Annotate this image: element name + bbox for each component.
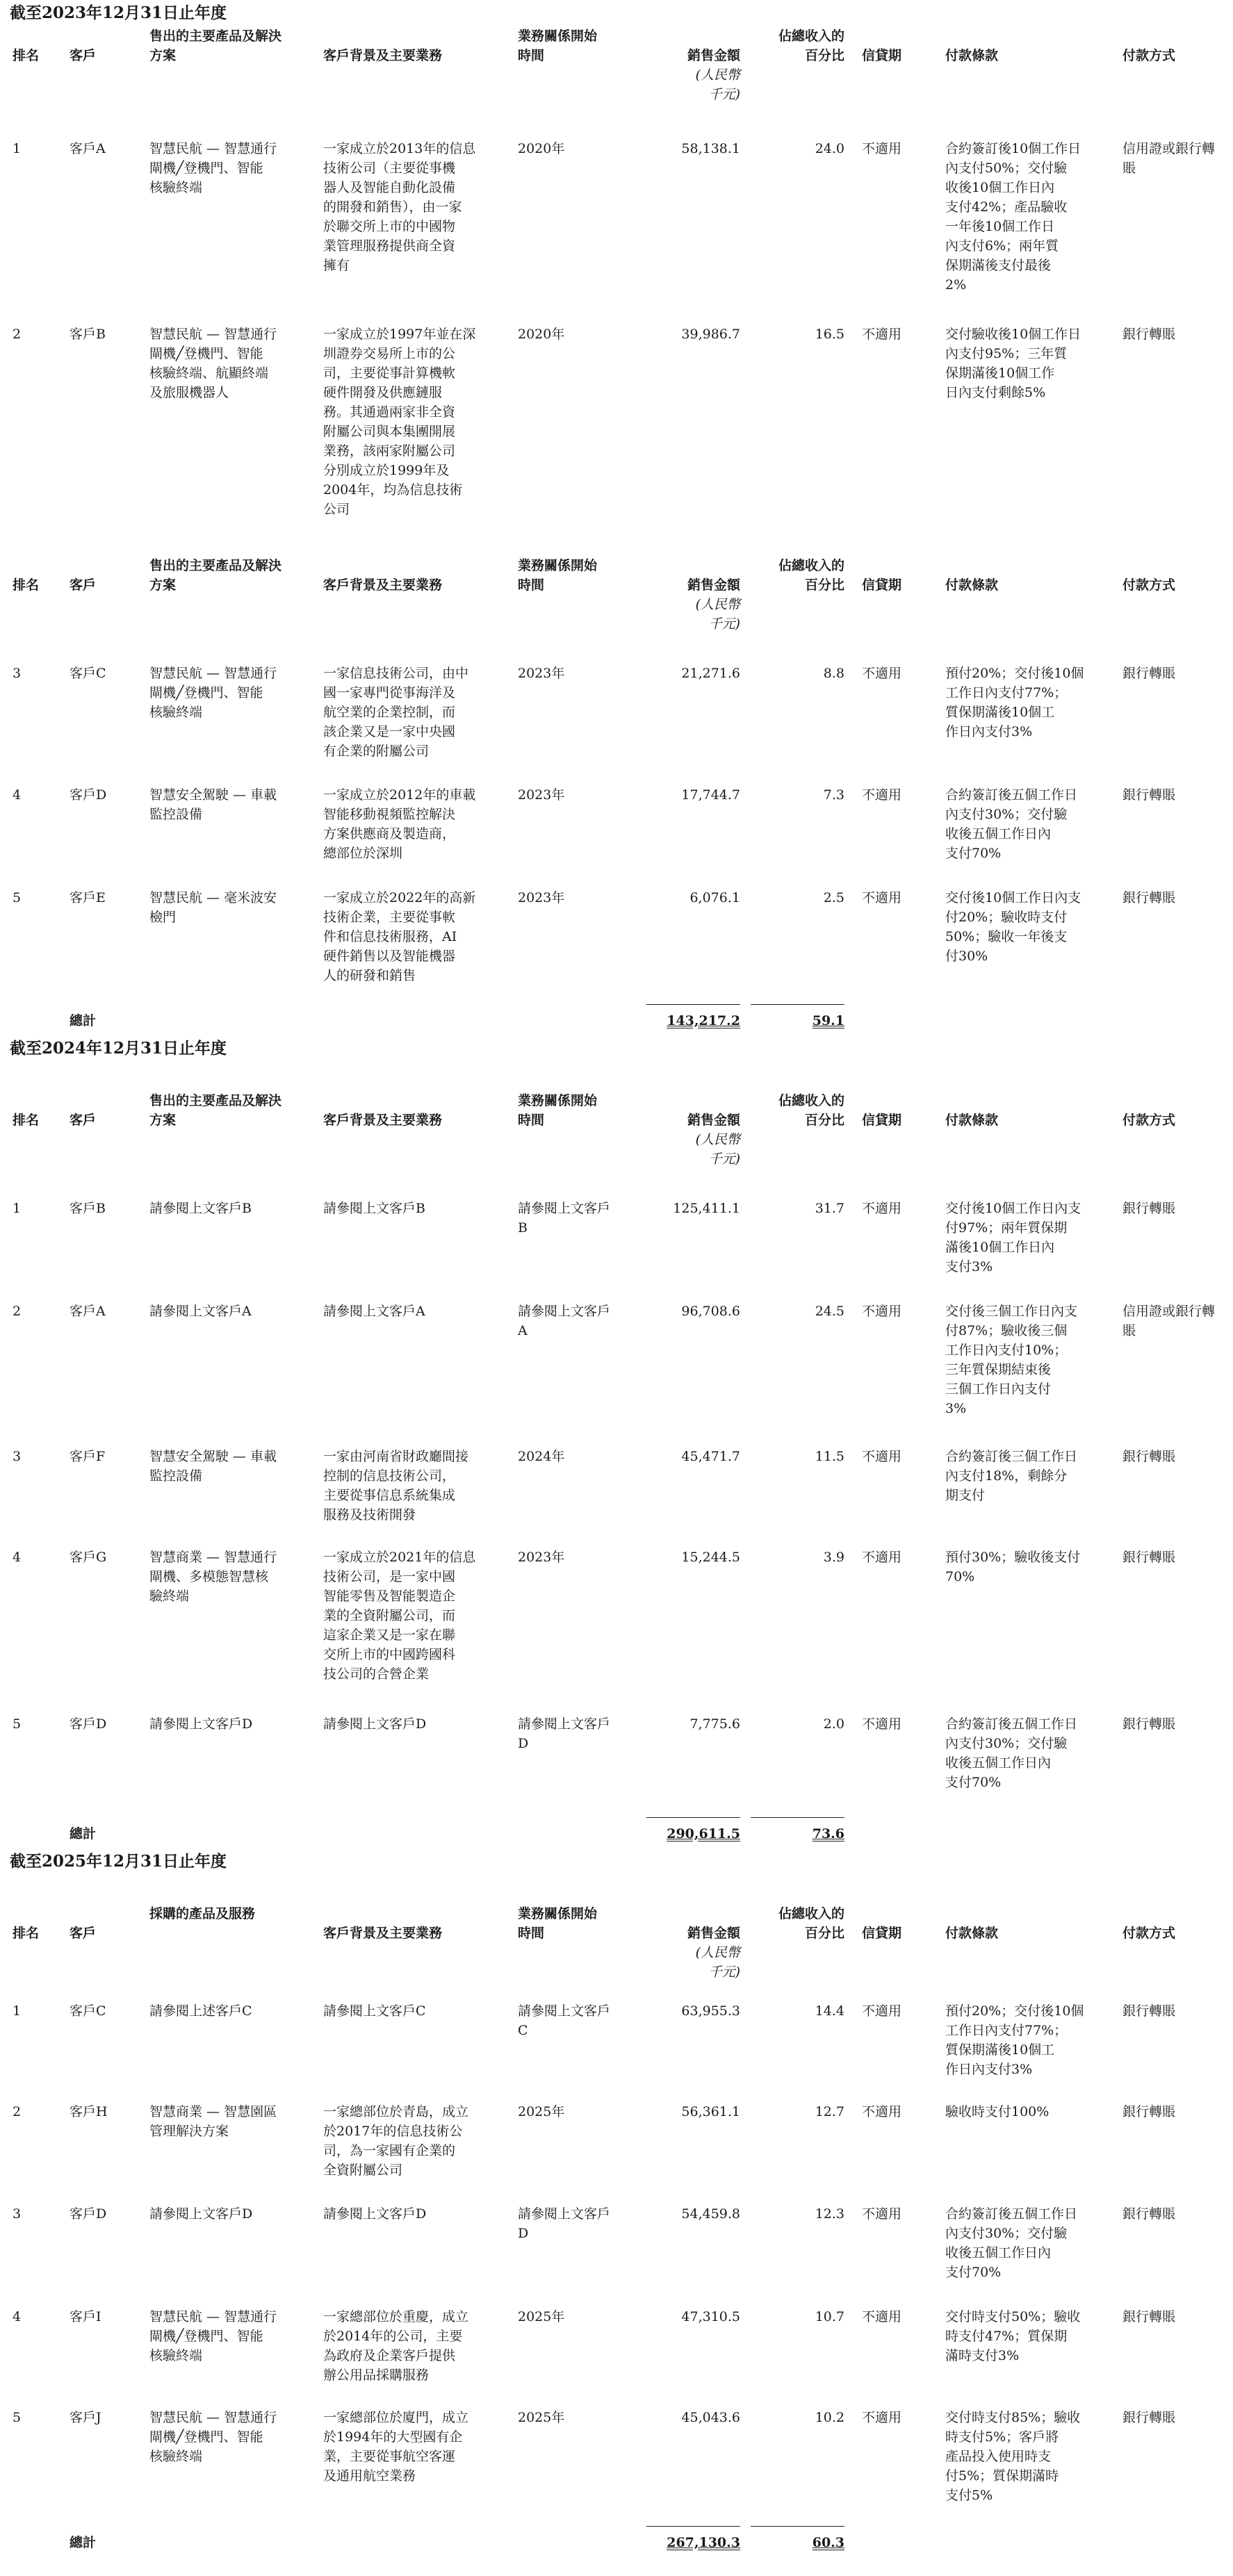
cell-customer: 客戶G <box>70 1550 107 1565</box>
cell-method: 銀行轉賬 <box>1122 2003 1176 2019</box>
cell-customer: 客戶D <box>70 2206 107 2222</box>
cell-sales: 39,986.7 <box>681 327 740 342</box>
cell-terms: 驗收時支付100% <box>945 2104 1050 2119</box>
cell-credit: 不適用 <box>862 327 902 342</box>
header-rank: 排名 <box>13 1926 40 1941</box>
cell-rank: 3 <box>13 666 22 681</box>
cell-customer: 客戶I <box>70 2309 101 2324</box>
cell-method: 信用證或銀行轉 賬 <box>1122 141 1216 176</box>
section-title: 截至2024年12月31日止年度 <box>10 1039 227 1058</box>
header-sales: 銷售金額 <box>687 577 740 593</box>
cell-rank: 4 <box>13 1550 22 1565</box>
cell-pct: 24.0 <box>815 141 844 156</box>
cell-background: 請參閱上文客戶B <box>323 1201 425 1216</box>
cell-terms: 預付20%；交付後10個 工作日內支付77%； 質保期滿後10個工 作日內支付3% <box>945 666 1084 739</box>
total-sales: 267,130.3 <box>667 2535 740 2550</box>
cell-product: 請參閱上文客戶D <box>149 1716 253 1732</box>
total-sales: 290,611.5 <box>667 1826 740 1841</box>
cell-product: 智慧民航 — 智慧通行 閘機╱登機門、智能 核驗終端 <box>149 2309 277 2363</box>
cell-sales: 45,043.6 <box>681 2410 740 2425</box>
header-sales: 銷售金額 <box>687 48 740 63</box>
cell-background: 一家總部位於廈門，成立 於1994年的大型國有企 業，主要從事航空客運 及通用航空業務 <box>323 2410 469 2484</box>
cell-start: 2020年 <box>518 327 565 342</box>
header-sales-unit: (人民幣 千元) <box>695 67 740 102</box>
cell-customer: 客戶C <box>70 2003 106 2019</box>
header-pct: 佔總收入的 百分比 <box>778 1093 844 1128</box>
cell-rank: 5 <box>13 2410 22 2425</box>
cell-rank: 3 <box>13 2206 22 2222</box>
cell-sales: 96,708.6 <box>681 1304 740 1319</box>
header-customer: 客戶 <box>70 1926 97 1941</box>
cell-sales: 15,244.5 <box>681 1550 740 1565</box>
cell-credit: 不適用 <box>862 2410 902 2425</box>
cell-start: 請參閱上文客戶 A <box>518 1304 611 1338</box>
header-sales-unit: (人民幣 千元) <box>695 1945 740 1980</box>
cell-pct: 2.0 <box>823 1716 844 1732</box>
cell-pct: 12.3 <box>815 2206 844 2222</box>
total-label: 總計 <box>70 2535 97 2550</box>
cell-start: 2023年 <box>518 1550 565 1565</box>
cell-credit: 不適用 <box>862 1304 902 1319</box>
cell-start: 2025年 <box>518 2104 565 2119</box>
header-customer: 客戶 <box>70 1113 97 1128</box>
cell-terms: 交付時支付85%；驗收 時支付5%；客戶將 產品投入使用時支 付5%；質保期滿時 支付5% <box>945 2410 1081 2503</box>
header-customer: 客戶 <box>70 577 97 593</box>
cell-sales: 125,411.1 <box>673 1201 740 1216</box>
header-background: 客戶背景及主要業務 <box>323 48 443 63</box>
header-rank: 排名 <box>13 1113 40 1128</box>
cell-customer: 客戶A <box>70 141 106 156</box>
cell-background: 一家成立於1997年並在深 圳證券交易所上市的公 司，主要從事計算機軟 硬件開發及供應鏈服 務。其通過兩家非全資 附屬公司與本集團開展 業務，該兩家附屬公司 分別成立於1999年及 2004年，均為信息技術 公司 <box>323 327 476 517</box>
header-method: 付款方式 <box>1122 577 1176 593</box>
cell-customer: 客戶E <box>70 890 106 905</box>
header-product: 售出的主要產品及解決 方案 <box>149 1093 282 1128</box>
cell-background: 一家成立於2012年的車載 智能移動視頻監控解決 方案供應商及製造商， 總部位於深圳 <box>323 787 476 861</box>
cell-product: 請參閱上文客戶A <box>149 1304 252 1319</box>
cell-credit: 不適用 <box>862 1449 902 1464</box>
total-rule-sales <box>646 1817 740 1818</box>
cell-credit: 不適用 <box>862 1716 902 1732</box>
header-method: 付款方式 <box>1122 1926 1176 1941</box>
cell-customer: 客戶B <box>70 1201 106 1216</box>
cell-terms: 交付驗收後10個工作日 內支付95%；三年質 保期滿後10個工作 日內支付剩餘5% <box>945 327 1081 400</box>
cell-terms: 合約簽訂後五個工作日 內支付30%；交付驗 收後五個工作日內 支付70% <box>945 787 1078 861</box>
cell-product: 智慧民航 — 毫米波安 檢門 <box>149 890 277 925</box>
header-credit: 信貸期 <box>862 1926 902 1941</box>
cell-sales: 63,955.3 <box>681 2003 740 2019</box>
cell-product: 請參閱上文客戶D <box>149 2206 253 2222</box>
cell-pct: 8.8 <box>823 666 844 681</box>
cell-pct: 11.5 <box>815 1449 844 1464</box>
cell-product: 智慧民航 — 智慧通行 閘機╱登機門、智能 核驗終端、航顯終端 及旅服機器人 <box>149 327 277 400</box>
header-background: 客戶背景及主要業務 <box>323 1113 443 1128</box>
section-title: 截至2023年12月31日止年度 <box>10 3 227 22</box>
cell-customer: 客戶D <box>70 787 107 803</box>
cell-method: 銀行轉賬 <box>1122 2410 1176 2425</box>
header-pct: 佔總收入的 百分比 <box>778 28 844 63</box>
cell-product: 智慧安全駕駛 — 車載 監控設備 <box>149 1449 277 1484</box>
total-percent: 73.6 <box>812 1826 844 1841</box>
cell-method: 銀行轉賬 <box>1122 1201 1176 1216</box>
header-credit: 信貸期 <box>862 577 902 593</box>
header-background: 客戶背景及主要業務 <box>323 577 443 593</box>
cell-start: 2023年 <box>518 890 565 905</box>
cell-terms: 合約簽訂後五個工作日 內支付30%；交付驗 收後五個工作日內 支付70% <box>945 1716 1078 1790</box>
cell-sales: 17,744.7 <box>681 787 740 803</box>
cell-rank: 2 <box>13 327 22 342</box>
cell-sales: 47,310.5 <box>681 2309 740 2324</box>
cell-pct: 10.7 <box>815 2309 844 2324</box>
cell-customer: 客戶F <box>70 1449 106 1464</box>
header-rank: 排名 <box>13 577 40 593</box>
header-rank: 排名 <box>13 48 40 63</box>
cell-start: 請參閱上文客戶 B <box>518 1201 611 1236</box>
total-sales: 143,217.2 <box>667 1013 740 1028</box>
total-label: 總計 <box>70 1013 97 1028</box>
cell-pct: 10.2 <box>815 2410 844 2425</box>
cell-pct: 31.7 <box>815 1201 844 1216</box>
cell-terms: 預付20%；交付後10個 工作日內支付77%； 質保期滿後10個工 作日內支付3% <box>945 2003 1084 2077</box>
header-terms: 付款條款 <box>945 1113 999 1128</box>
section-title: 截至2025年12月31日止年度 <box>10 1852 227 1871</box>
cell-pct: 3.9 <box>823 1550 844 1565</box>
cell-sales: 6,076.1 <box>689 890 740 905</box>
cell-background: 一家成立於2022年的高新 技術企業，主要從事軟 件和信息技術服務，AI 硬件銷售以及智能機器 人的研發和銷售 <box>323 890 476 983</box>
cell-pct: 16.5 <box>815 327 844 342</box>
cell-pct: 12.7 <box>815 2104 844 2119</box>
total-label: 總計 <box>70 1826 97 1841</box>
cell-product: 智慧商業 — 智慧園區 管理解決方案 <box>149 2104 277 2139</box>
cell-credit: 不適用 <box>862 2206 902 2222</box>
total-rule-pct <box>751 1817 844 1818</box>
cell-sales: 58,138.1 <box>681 141 740 156</box>
cell-rank: 1 <box>13 2003 22 2019</box>
cell-terms: 交付後10個工作日內支 付20%；驗收時支付 50%；驗收一年後支 付30% <box>945 890 1081 964</box>
cell-background: 一家總部位於重慶，成立 於2014年的公司，主要 為政府及企業客戶提供 辦公用品採購服務 <box>323 2309 469 2383</box>
cell-rank: 2 <box>13 1304 22 1319</box>
header-method: 付款方式 <box>1122 48 1176 63</box>
cell-credit: 不適用 <box>862 666 902 681</box>
cell-customer: 客戶J <box>70 2410 101 2425</box>
cell-product: 請參閱上述客戶C <box>149 2003 252 2019</box>
header-terms: 付款條款 <box>945 577 999 593</box>
cell-terms: 交付後三個工作日內支 付87%；驗收後三個 工作日內支付10%； 三年質保期結束後 三個工作日內支付 3% <box>945 1304 1078 1416</box>
cell-background: 一家成立於2021年的信息 技術公司，是一家中國 智能零售及智能製造企 業的全資附屬公司，而 這家企業又是一家在聯 交所上市的中國跨國科 技公司的合營企業 <box>323 1550 476 1682</box>
cell-pct: 7.3 <box>823 787 844 803</box>
cell-credit: 不適用 <box>862 2003 902 2019</box>
total-rule-sales <box>646 1004 740 1005</box>
cell-start: 2023年 <box>518 666 565 681</box>
cell-rank: 2 <box>13 2104 22 2119</box>
cell-method: 銀行轉賬 <box>1122 1716 1176 1732</box>
cell-rank: 5 <box>13 1716 22 1732</box>
cell-method: 銀行轉賬 <box>1122 1449 1176 1464</box>
cell-pct: 2.5 <box>823 890 844 905</box>
header-start: 業務關係開始 時間 <box>518 1906 598 1941</box>
cell-start: 請參閱上文客戶 D <box>518 1716 611 1751</box>
total-percent: 60.3 <box>812 2535 844 2550</box>
cell-rank: 4 <box>13 2309 22 2324</box>
cell-credit: 不適用 <box>862 890 902 905</box>
cell-background: 一家信息技術公司，由中 國一家專門從事海洋及 航空業的企業控制，而 該企業又是一家中央國 有企業的附屬公司 <box>323 666 469 759</box>
cell-terms: 交付時支付50%；驗收 時支付47%；質保期 滿時支付3% <box>945 2309 1081 2363</box>
cell-rank: 3 <box>13 1449 22 1464</box>
header-start: 業務關係開始 時間 <box>518 1093 598 1128</box>
cell-credit: 不適用 <box>862 2309 902 2324</box>
cell-method: 銀行轉賬 <box>1122 2309 1176 2324</box>
cell-customer: 客戶B <box>70 327 106 342</box>
cell-start: 2023年 <box>518 787 565 803</box>
cell-customer: 客戶A <box>70 1304 106 1319</box>
cell-terms: 合約簽訂後三個工作日 內支付18%，剩餘分 期支付 <box>945 1449 1078 1503</box>
cell-credit: 不適用 <box>862 1550 902 1565</box>
cell-customer: 客戶H <box>70 2104 108 2119</box>
header-credit: 信貸期 <box>862 1113 902 1128</box>
cell-rank: 4 <box>13 787 22 803</box>
cell-background: 請參閱上文客戶D <box>323 2206 427 2222</box>
header-pct: 佔總收入的 百分比 <box>778 558 844 593</box>
cell-method: 銀行轉賬 <box>1122 666 1176 681</box>
header-sales-unit: (人民幣 千元) <box>695 1132 740 1167</box>
total-rule-pct <box>751 2526 844 2527</box>
cell-background: 請參閱上文客戶C <box>323 2003 426 2019</box>
cell-start: 2024年 <box>518 1449 565 1464</box>
header-terms: 付款條款 <box>945 1926 999 1941</box>
cell-credit: 不適用 <box>862 787 902 803</box>
cell-product: 智慧安全駕駛 — 車載 監控設備 <box>149 787 277 822</box>
cell-pct: 24.5 <box>815 1304 844 1319</box>
cell-credit: 不適用 <box>862 1201 902 1216</box>
cell-pct: 14.4 <box>815 2003 844 2019</box>
cell-background: 請參閱上文客戶D <box>323 1716 427 1732</box>
total-rule-sales <box>646 2526 740 2527</box>
cell-terms: 合約簽訂後10個工作日 內支付50%；交付驗 收後10個工作日內 支付42%；產品驗收 一年後10個工作日 內支付6%；兩年質 保期滿後支付最後 2% <box>945 141 1081 293</box>
header-background: 客戶背景及主要業務 <box>323 1926 443 1941</box>
cell-method: 銀行轉賬 <box>1122 787 1176 803</box>
cell-sales: 21,271.6 <box>681 666 740 681</box>
cell-terms: 交付後10個工作日內支 付97%；兩年質保期 滿後10個工作日內 支付3% <box>945 1201 1081 1274</box>
header-credit: 信貸期 <box>862 48 902 63</box>
cell-start: 請參閱上文客戶 C <box>518 2003 611 2038</box>
cell-sales: 7,775.6 <box>689 1716 740 1732</box>
cell-product: 智慧民航 — 智慧通行 閘機╱登機門、智能 核驗終端 <box>149 2410 277 2464</box>
cell-start: 2020年 <box>518 141 565 156</box>
header-product: 售出的主要產品及解決 方案 <box>149 558 282 593</box>
cell-start: 請參閱上文客戶 D <box>518 2206 611 2241</box>
cell-rank: 1 <box>13 141 22 156</box>
header-terms: 付款條款 <box>945 48 999 63</box>
cell-credit: 不適用 <box>862 141 902 156</box>
header-method: 付款方式 <box>1122 1113 1176 1128</box>
cell-terms: 合約簽訂後五個工作日 內支付30%；交付驗 收後五個工作日內 支付70% <box>945 2206 1078 2280</box>
cell-method: 銀行轉賬 <box>1122 2206 1176 2222</box>
cell-background: 一家由河南省財政廳間接 控制的信息技術公司， 主要從事信息系統集成 服務及技術開發 <box>323 1449 469 1523</box>
cell-method: 銀行轉賬 <box>1122 890 1176 905</box>
cell-start: 2025年 <box>518 2410 565 2425</box>
cell-sales: 56,361.1 <box>681 2104 740 2119</box>
cell-customer: 客戶C <box>70 666 106 681</box>
cell-background: 請參閱上文客戶A <box>323 1304 425 1319</box>
total-percent: 59.1 <box>812 1013 844 1028</box>
cell-method: 信用證或銀行轉 賬 <box>1122 1304 1216 1338</box>
header-start: 業務關係開始 時間 <box>518 28 598 63</box>
header-customer: 客戶 <box>70 48 97 63</box>
cell-background: 一家總部位於青島，成立 於2017年的信息技術公 司，為一家國有企業的 全資附屬公司 <box>323 2104 469 2178</box>
total-rule-pct <box>751 1004 844 1005</box>
cell-method: 銀行轉賬 <box>1122 2104 1176 2119</box>
header-product: 售出的主要產品及解決 方案 <box>149 28 282 63</box>
cell-product: 智慧民航 — 智慧通行 閘機╱登機門、智能 核驗終端 <box>149 666 277 720</box>
header-start: 業務關係開始 時間 <box>518 558 598 593</box>
cell-method: 銀行轉賬 <box>1122 327 1176 342</box>
header-sales: 銷售金額 <box>687 1113 740 1128</box>
cell-credit: 不適用 <box>862 2104 902 2119</box>
cell-terms: 預付30%；驗收後支付 70% <box>945 1550 1081 1584</box>
header-pct: 佔總收入的 百分比 <box>778 1906 844 1941</box>
cell-sales: 54,459.8 <box>681 2206 740 2222</box>
cell-method: 銀行轉賬 <box>1122 1550 1176 1565</box>
cell-rank: 5 <box>13 890 22 905</box>
cell-product: 智慧民航 — 智慧通行 閘機╱登機門、智能 核驗終端 <box>149 141 277 195</box>
cell-product: 智慧商業 — 智慧通行 閘機、多模態智慧核 驗終端 <box>149 1550 277 1604</box>
cell-product: 請參閱上文客戶B <box>149 1201 252 1216</box>
cell-background: 一家成立於2013年的信息 技術公司（主要從事機 器人及智能自動化設備 的開發和銷售），由一家 於聯交所上市的中國物 業管理服務提供商全資 擁有 <box>323 141 476 273</box>
header-sales: 銷售金額 <box>687 1926 740 1941</box>
cell-customer: 客戶D <box>70 1716 107 1732</box>
header-product: 採購的產品及服務 <box>149 1906 256 1921</box>
cell-sales: 45,471.7 <box>681 1449 740 1464</box>
header-sales-unit: (人民幣 千元) <box>695 597 740 632</box>
cell-rank: 1 <box>13 1201 22 1216</box>
cell-start: 2025年 <box>518 2309 565 2324</box>
